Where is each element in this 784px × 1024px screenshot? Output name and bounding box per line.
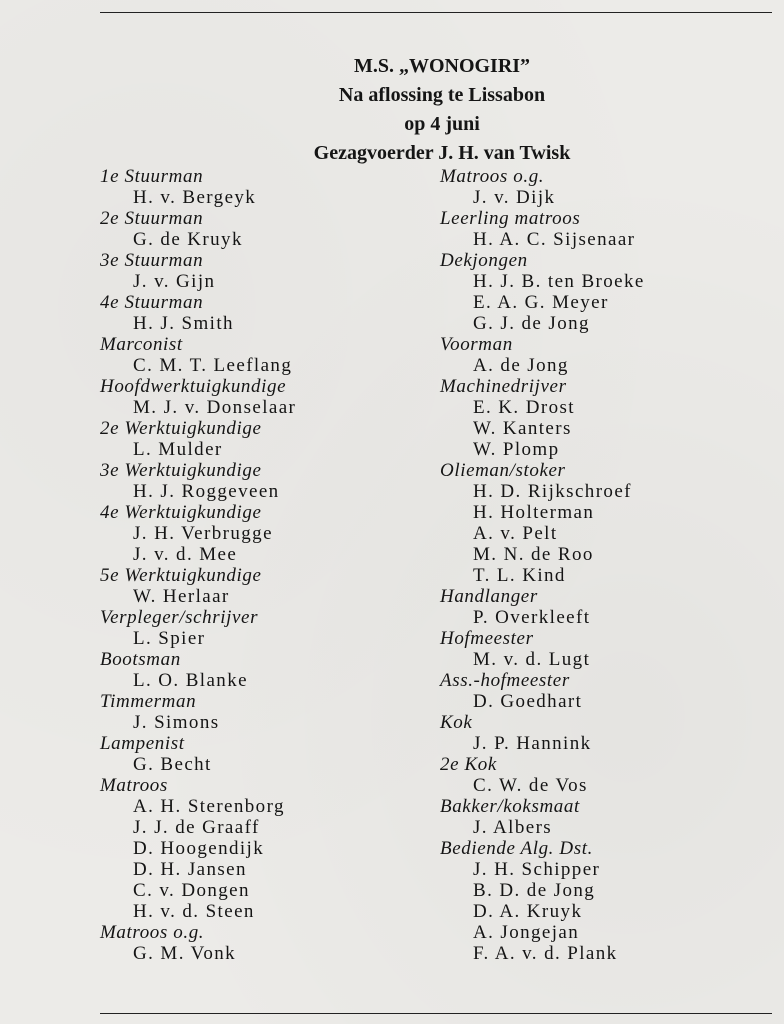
crew-role: Ass.-hofmeester [440, 670, 570, 691]
crew-member-name: H. v. Bergeyk [133, 187, 257, 208]
crew-entry [100, 292, 430, 334]
crew-entry [440, 838, 770, 964]
crew-entry [440, 334, 770, 376]
crew-role: Voorman [440, 334, 513, 355]
crew-member-name: D. Goedhart [473, 691, 583, 712]
crew-entry [100, 208, 430, 250]
crew-role: 2e Werktuigkundige [100, 418, 262, 439]
crew-role: 2e Kok [440, 754, 497, 775]
crew-member-name: H. D. Rijkschroef [473, 481, 632, 502]
crew-member-name: J. J. de Graaff [133, 817, 260, 838]
crew-role: Verpleger/schrijver [100, 607, 259, 628]
crew-member-name: H. Holterman [473, 502, 595, 523]
crew-member-name: T. L. Kind [473, 565, 566, 586]
crew-role: 1e Stuurman [100, 166, 204, 187]
crew-entry [440, 250, 770, 334]
crew-role: Machinedrijver [440, 376, 567, 397]
crew-member-name: F. A. v. d. Plank [473, 943, 618, 964]
crew-role: Handlanger [440, 586, 538, 607]
crew-role: Olieman/stoker [440, 460, 566, 481]
crew-entry [440, 460, 770, 586]
crew-entry [100, 502, 430, 565]
crew-entry [100, 922, 430, 964]
crew-member-name: J. v. Dijk [473, 187, 556, 208]
crew-role: Hoofdwerktuigkundige [100, 376, 287, 397]
crew-entry [440, 796, 770, 838]
crew-member-name: L. Spier [133, 628, 206, 649]
crew-role: Matroos o.g. [100, 922, 205, 943]
crew-entry [100, 565, 430, 607]
crew-member-name: H. J. Roggeveen [133, 481, 280, 502]
crew-entry [440, 376, 770, 460]
crew-role: Kok [440, 712, 473, 733]
crew-role: 3e Werktuigkundige [100, 460, 262, 481]
crew-entry [100, 334, 430, 376]
crew-member-name: M. v. d. Lugt [473, 649, 591, 670]
crew-member-name: J. P. Hannink [473, 733, 592, 754]
crew-member-name: G. J. de Jong [473, 313, 590, 334]
crew-member-name: G. Becht [133, 754, 212, 775]
crew-role: Bootsman [100, 649, 181, 670]
crew-entry [100, 418, 430, 460]
crew-member-name: L. Mulder [133, 439, 223, 460]
crew-role: Hofmeester [440, 628, 534, 649]
crew-member-name: J. H. Verbrugge [133, 523, 273, 544]
crew-member-name: H. v. d. Steen [133, 901, 255, 922]
crew-member-name: A. v. Pelt [473, 523, 558, 544]
crew-role: Matroos o.g. [440, 166, 545, 187]
crew-entry [440, 670, 770, 712]
crew-list-heading [100, 52, 784, 168]
crew-member-name: P. Overkleeft [473, 607, 591, 628]
crew-member-name: E. A. G. Meyer [473, 292, 609, 313]
crew-role: Leerling matroos [440, 208, 581, 229]
crew-entry [440, 166, 770, 208]
crew-role: Matroos [100, 775, 168, 796]
crew-entry [100, 250, 430, 292]
crew-member-name: B. D. de Jong [473, 880, 596, 901]
crew-entry [100, 649, 430, 691]
crew-entry [100, 166, 430, 208]
top-rule [100, 12, 772, 13]
crew-member-name: J. Albers [473, 817, 553, 838]
crew-role: Marconist [100, 334, 183, 355]
crew-member-name: W. Herlaar [133, 586, 230, 607]
crew-member-name: M. N. de Roo [473, 544, 594, 565]
crew-entry [100, 460, 430, 502]
crew-member-name: C. v. Dongen [133, 880, 250, 901]
crew-role: Bakker/koksmaat [440, 796, 580, 817]
crew-entry [440, 754, 770, 796]
crew-entry [440, 208, 770, 250]
crew-member-name: A. Jongejan [473, 922, 580, 943]
crew-entry [100, 376, 430, 418]
crew-member-name: D. A. Kruyk [473, 901, 583, 922]
crew-role: 2e Stuurman [100, 208, 204, 229]
crew-member-name: J. Simons [133, 712, 220, 733]
crew-member-name: J. H. Schipper [473, 859, 601, 880]
crew-member-name: H. J. Smith [133, 313, 234, 334]
crew-role: 4e Werktuigkundige [100, 502, 262, 523]
crew-entry [440, 712, 770, 754]
crew-role: 5e Werktuigkundige [100, 565, 262, 586]
crew-member-name: M. J. v. Donselaar [133, 397, 297, 418]
heading-line-relief: Na aflossing te Lissabon [338, 84, 546, 106]
crew-member-name: C. W. de Vos [473, 775, 588, 796]
crew-role: 3e Stuurman [100, 250, 204, 271]
crew-member-name: L. O. Blanke [133, 670, 248, 691]
crew-member-name: E. K. Drost [473, 397, 575, 418]
crew-entry [100, 607, 430, 649]
crew-entry [440, 628, 770, 670]
crew-column-left [100, 166, 430, 964]
crew-member-name: H. A. C. Sijsenaar [473, 229, 636, 250]
crew-member-name: A. H. Sterenborg [133, 796, 285, 817]
crew-role: Bediende Alg. Dst. [440, 838, 593, 859]
crew-entry [100, 775, 430, 922]
crew-role: 4e Stuurman [100, 292, 204, 313]
crew-entry [100, 733, 430, 775]
crew-member-name: G. de Kruyk [133, 229, 243, 250]
crew-member-name: J. v. Gijn [133, 271, 216, 292]
crew-column-right [440, 166, 770, 964]
crew-role: Timmerman [100, 691, 197, 712]
crew-role: Dekjongen [440, 250, 528, 271]
crew-role: Lampenist [100, 733, 185, 754]
heading-line-captain: Gezagvoerder J. H. van Twisk [313, 142, 571, 164]
bottom-rule [100, 1013, 772, 1014]
crew-member-name: W. Plomp [473, 439, 560, 460]
crew-member-name: H. J. B. ten Broeke [473, 271, 645, 292]
heading-line-date: op 4 juni [404, 113, 480, 135]
crew-member-name: A. de Jong [473, 355, 569, 376]
crew-member-name: D. Hoogendijk [133, 838, 265, 859]
crew-member-name: D. H. Jansen [133, 859, 247, 880]
crew-entry [100, 691, 430, 733]
crew-member-name: W. Kanters [473, 418, 572, 439]
crew-member-name: G. M. Vonk [133, 943, 237, 964]
crew-member-name: C. M. T. Leeflang [133, 355, 293, 376]
crew-entry [440, 586, 770, 628]
ship-name: M.S. „WONOGIRI” [353, 55, 531, 77]
crew-member-name: J. v. d. Mee [133, 544, 238, 565]
